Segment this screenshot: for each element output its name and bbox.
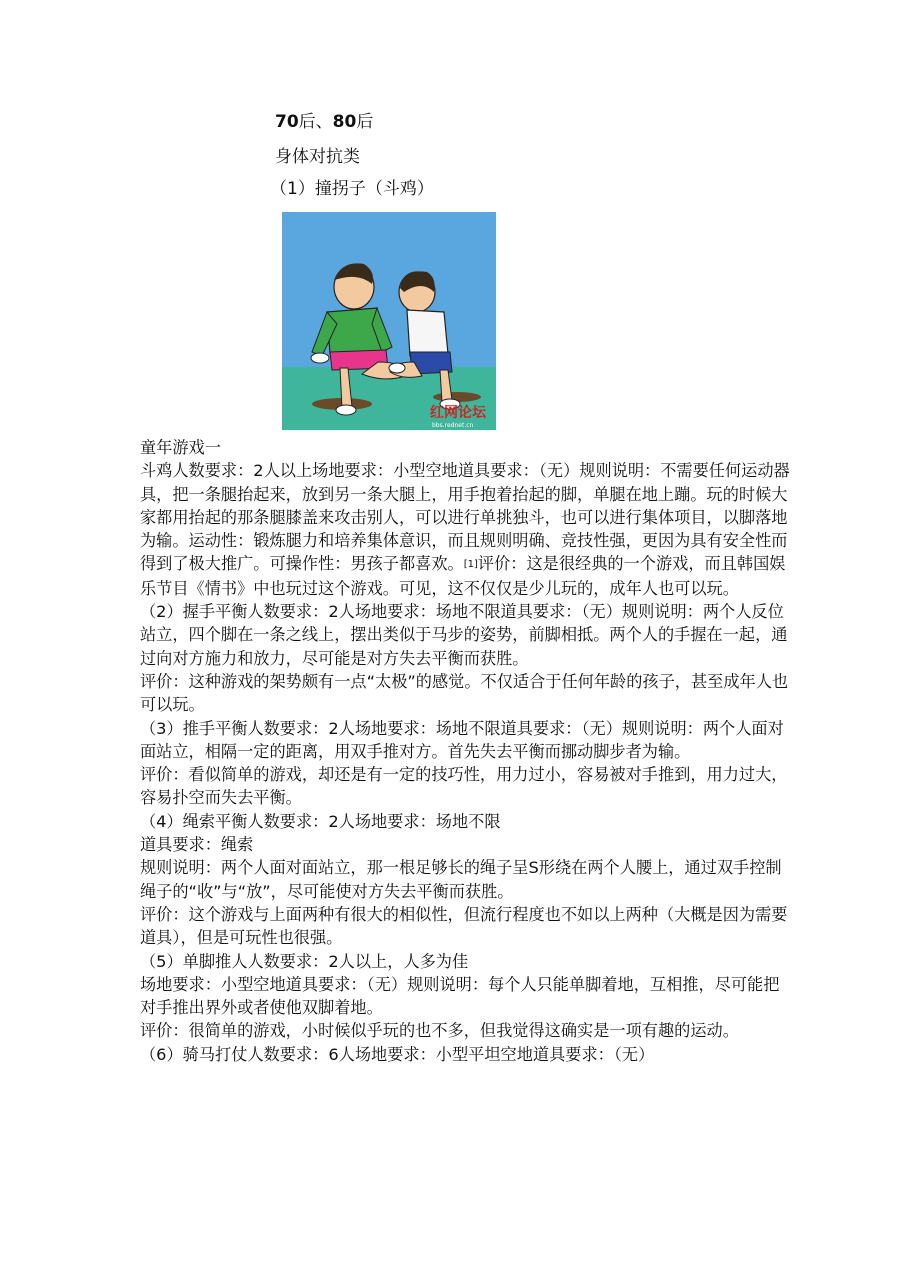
paragraph-rope-rules: 规则说明：两个人面对面站立，那一根足够长的绳子呈S形绕在两个人腰上，通过双手控制绳子的“收”与“放”，尽可能使对方失去平衡而获胜。	[140, 858, 782, 901]
cockfight-rules: 斗鸡人数要求：2人以上场地要求：小型空地道具要求：（无）规则说明：不需要任何运动器具，把一条腿抬起来，放到另一条大腿上，用手抱着抬起的脚，单腿在地上蹦。玩的时候大家都用抬起的那条腿膝盖来攻击别人，可以进行单挑独斗，也可以进行集体项目，以脚落地为输。运动性：锻炼腿力和培养集体意识，而且规则明确、竞技性强，更因为具有安全性而得到了极大推广。可操作性：男孩子都喜欢。	[140, 461, 790, 574]
era-number-80: 80	[332, 112, 357, 132]
era-number-70: 70	[275, 112, 299, 132]
paragraph-rope: （4）绳索平衡人数要求：2人场地要求：场地不限	[140, 811, 501, 831]
article-body	[140, 436, 790, 1066]
paragraph-horseback: （6）骑马打仗人数要求：6人场地要求：小型平坦空地道具要求：（无）	[140, 1044, 655, 1064]
cockfight-eval: 评价：这是很经典的一个游戏，而且韩国娱乐节目《情书》中也玩过这个游戏。可见，这不仅仅是少儿玩的，成年人也可以玩。	[140, 554, 786, 598]
category-heading: 身体对抗类	[275, 147, 360, 167]
game-item-title: （1）撞拐子（斗鸡）	[270, 179, 434, 199]
watermark-logo: 红网论坛	[430, 405, 486, 421]
era-heading	[275, 110, 373, 134]
paragraph-handshake-eval: 评价：这种游戏的架势颇有一点“太极”的感觉。不仅适合于任何年龄的孩子，甚至成年人也可以玩。	[140, 671, 789, 715]
paragraph-rope-eval: 评价：这个游戏与上面两种有很大的相似性，但流行程度也不如以上两种（大概是因为需要道具），但是可玩性也很强。	[140, 904, 788, 948]
section-heading-text: 童年游戏一	[140, 438, 221, 457]
paragraph-onefoot-rules: 场地要求：小型空地道具要求：（无）规则说明：每个人只能单脚着地，互相推，尽可能把对手推出界外或者使他双脚着地。	[140, 974, 780, 1018]
cockfight-illustration	[282, 212, 496, 430]
paragraph-handshake: （2）握手平衡人数要求：2人场地要求：场地不限道具要求：（无）规则说明：两个人反位站立，四个脚在一条之线上，摆出类似于马步的姿势，前脚相抵。两个人的手握在一起，通过向对方施力和放力，尽可能是对方失去平衡而获胜。	[140, 602, 788, 668]
paragraph-onefoot-eval: 评价：很简单的游戏，小时候似乎玩的也不多，但我觉得这确实是一项有趣的运动。	[140, 1021, 739, 1041]
watermark-url: bbs.rednet.cn	[432, 422, 474, 429]
era-separator: 、	[315, 112, 333, 132]
paragraph-onefoot: （5）单脚推人人数要求：2人以上，人多为佳	[140, 951, 469, 971]
section-heading	[140, 436, 790, 459]
era-suffix-1: 后	[298, 112, 316, 132]
era-suffix-2: 后	[356, 112, 374, 132]
paragraph-pushhands: （3）推手平衡人数要求：2人场地要求：场地不限道具要求：（无）规则说明：两个人面对面站立，相隔一定的距离，用双手推对方。首先失去平衡而挪动脚步者为输。	[140, 718, 784, 761]
paragraph-pushhands-eval: 评价：看似简单的游戏，却还是有一定的技巧性，用力过小，容易被对手推到，用力过大，容易扑空而失去平衡。	[140, 765, 788, 808]
footnote-marker: [1]	[463, 559, 478, 571]
paragraph-cockfight	[140, 459, 790, 600]
paragraph-rope-props: 道具要求：绳索	[140, 835, 254, 855]
